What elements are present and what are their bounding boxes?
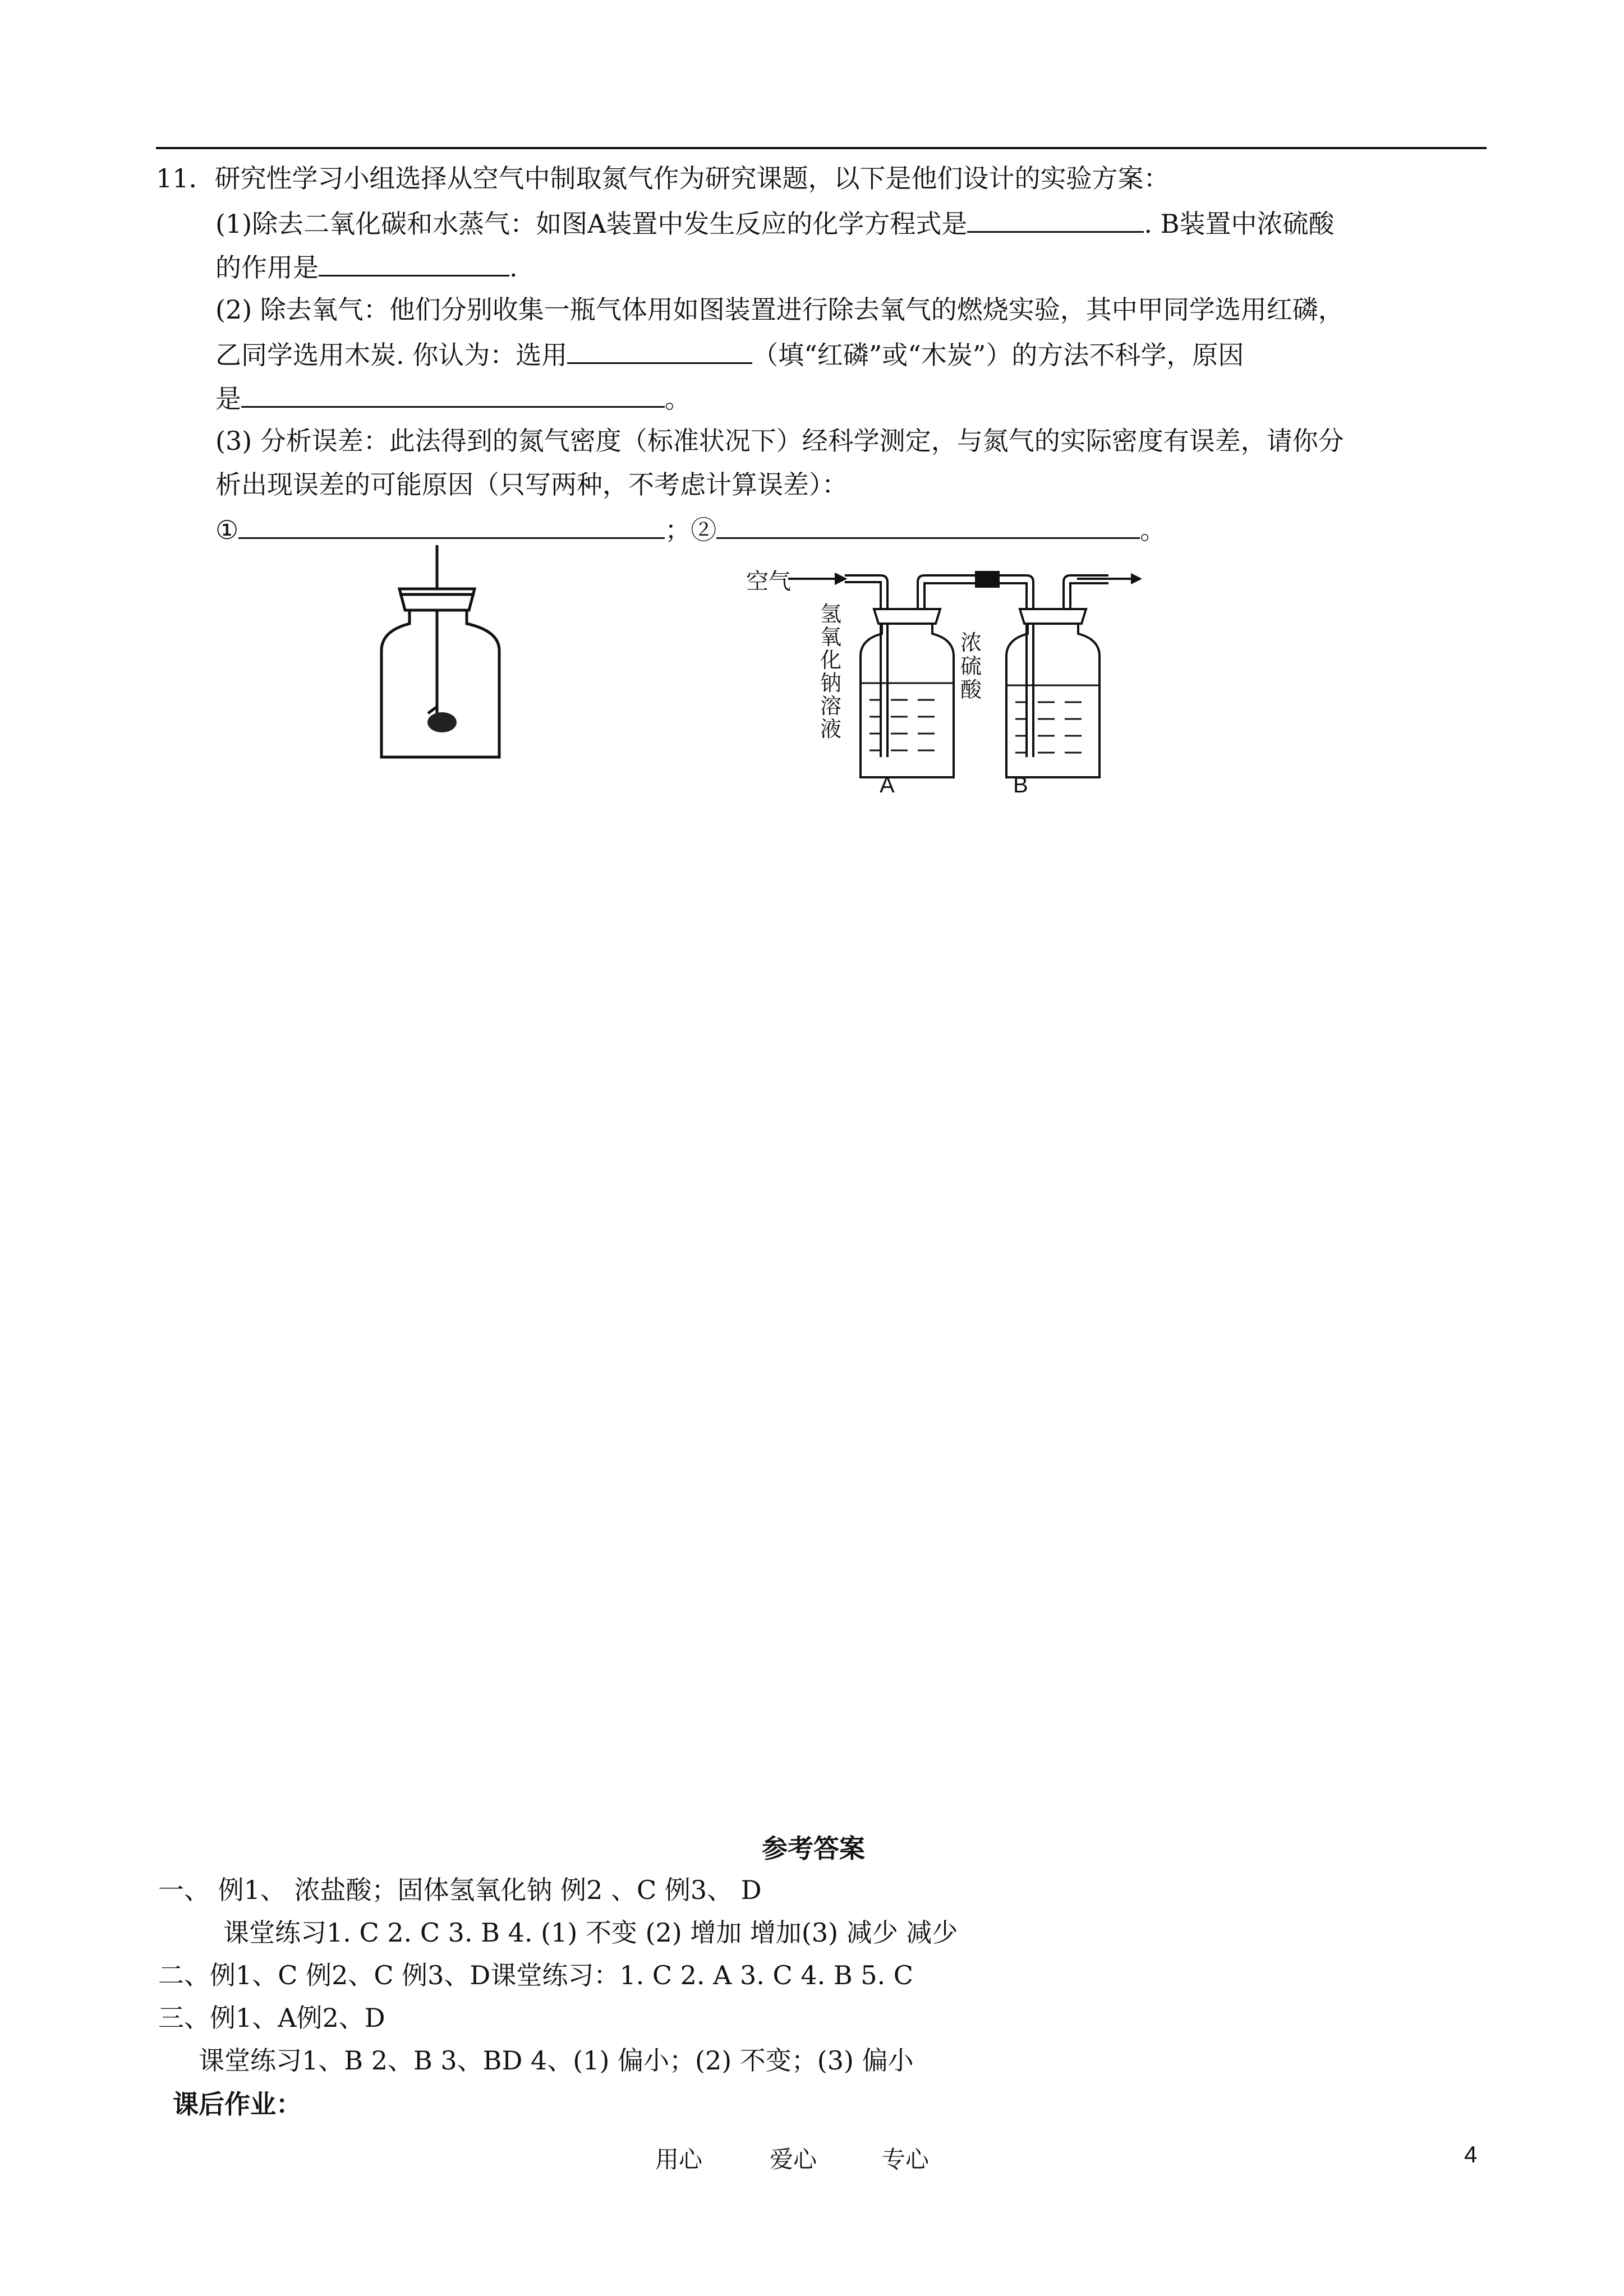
air-label: 空气 xyxy=(746,569,791,594)
bottle-b-liquid-label: 浓 硫 酸 xyxy=(960,630,982,702)
part2-text-a: (2) 除去氧气：他们分别收集一瓶气体用如图装置进行除去氧气的燃烧实验，其中甲同学选用红磷， xyxy=(215,294,1344,325)
combustion-bottle-figure xyxy=(365,538,533,763)
answers-line-1: 一、 例1、 浓盐酸；固体氢氧化钠 例2 、C 例3、 D xyxy=(158,1875,762,1905)
answer-blank-choice[interactable] xyxy=(567,336,752,364)
question-stem: 研究性学习小组选择从空气中制取氮气作为研究课题，以下是他们设计的实验方案： xyxy=(214,163,1170,193)
part3-line3 xyxy=(215,511,1166,547)
answer-blank-equation[interactable] xyxy=(967,205,1144,233)
part2-text-b: 乙同学选用木炭. 你认为：选用 xyxy=(215,340,568,370)
answers-line-2: 课堂练习1. C 2. C 3. B 4. (1) 不变 (2) 增加 增加(3) 减少 减少 xyxy=(223,1917,958,1948)
part3-text-b: 析出现误差的可能原因（只写两种，不考虑计算误差）： xyxy=(215,469,848,500)
bottle-a-label: A xyxy=(880,773,895,797)
part1-text-a: (1)除去二氧化碳和水蒸气：如图A装置中发生反应的化学方程式是 xyxy=(215,209,968,239)
gas-washing-apparatus-figure xyxy=(740,555,1144,813)
bottle-b-label: B xyxy=(1013,773,1028,797)
part2-line1 xyxy=(215,293,1344,326)
header-rule xyxy=(156,147,1487,149)
footer-motto-3: 专心 xyxy=(882,2146,930,2173)
part2-line2 xyxy=(215,336,1244,372)
question-number: 11． xyxy=(156,163,215,193)
part3-text-end: 。 xyxy=(1140,515,1166,545)
part1-line2 xyxy=(215,249,518,284)
bottle-a-liquid-label: 氢 氧 化 钠 溶 液 xyxy=(820,602,842,741)
question-stem-line xyxy=(156,162,1170,195)
part1-line1 xyxy=(215,205,1334,241)
part1-text-c: 的作用是 xyxy=(215,252,319,283)
answers-line-5: 课堂练习1、B 2、B 3、BD 4、(1) 偏小；(2) 不变；(3) 偏小 xyxy=(199,2045,914,2076)
answers-title: 参考答案 xyxy=(762,1833,865,1864)
part2-line3 xyxy=(215,380,691,416)
answer-blank-error-1[interactable] xyxy=(238,511,665,539)
blank-marker-1: ① xyxy=(215,515,239,545)
answer-blank-acid-role[interactable] xyxy=(319,249,509,276)
homework-heading: 课后作业： xyxy=(173,2089,302,2119)
part1-text-d: . xyxy=(509,252,518,283)
footer-motto-1: 用心 xyxy=(655,2146,703,2173)
part3-line2 xyxy=(215,468,848,501)
answer-blank-reason[interactable] xyxy=(241,380,665,408)
footer-motto-2: 爱心 xyxy=(770,2146,817,2173)
answers-line-3: 二、例1、C 例2、C 例3、D课堂练习：1. C 2. A 3. C 4. B 5. C xyxy=(158,1960,913,1990)
part2-text-d: 是 xyxy=(215,384,241,414)
gas-bottle xyxy=(381,610,499,757)
bottle-stopper xyxy=(399,589,475,610)
part2-text-c: （填“红磷”或“木炭”）的方法不科学，原因 xyxy=(752,340,1244,370)
part3-line1 xyxy=(215,424,1344,458)
blank-marker-2: ；② xyxy=(665,515,717,545)
burning-sample xyxy=(427,712,457,732)
part3-text-a: (3) 分析误差：此法得到的氮气密度（标准状况下）经科学测定，与氮气的实际密度有误差，请你分 xyxy=(215,426,1344,456)
answer-blank-error-2[interactable] xyxy=(716,511,1140,539)
part2-text-e: 。 xyxy=(665,384,691,414)
page-number: 4 xyxy=(1464,2141,1478,2168)
part1-text-b: . B装置中浓硫酸 xyxy=(1144,209,1335,239)
answers-line-4: 三、例1、A例2、D xyxy=(158,2003,385,2033)
